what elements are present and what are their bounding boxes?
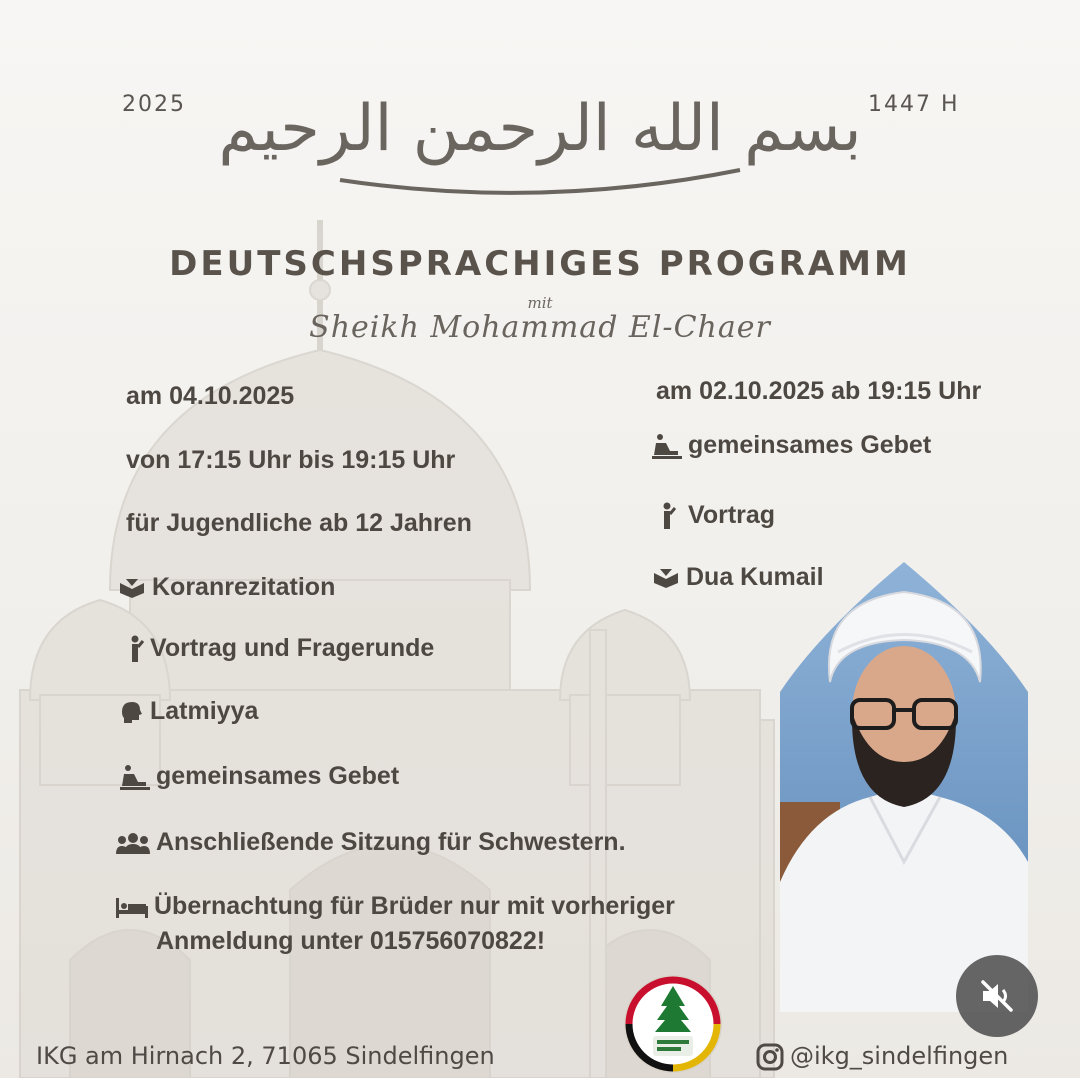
list-item-sitzung-schwestern bbox=[116, 828, 626, 857]
ikg-logo bbox=[623, 972, 723, 1076]
instagram-handle[interactable] bbox=[756, 1042, 1008, 1071]
list-item-label: Anschließende Sitzung für Schwestern. bbox=[156, 828, 626, 856]
list-item-koranrezitation bbox=[118, 573, 335, 602]
basmala-calligraphy bbox=[218, 40, 862, 210]
list-item-vortrag-fragerunde bbox=[126, 634, 434, 663]
list-item-label: Vortrag und Fragerunde bbox=[150, 634, 435, 662]
list-item-label: Koranrezitation bbox=[152, 573, 336, 601]
program-title: DEUTSCHSPRACHIGES PROGRAMM bbox=[169, 244, 911, 284]
event-left-time: von 17:15 Uhr bis 19:15 Uhr bbox=[126, 446, 456, 474]
mute-toggle-button[interactable] bbox=[956, 955, 1038, 1037]
bed-icon bbox=[116, 896, 148, 918]
svg-text:بسم الله الرحمن الرحيم: بسم الله الرحمن الرحيم bbox=[218, 92, 862, 166]
list-item-label: Latmiyya bbox=[150, 697, 259, 725]
connector-mit: mit bbox=[527, 294, 553, 312]
list-item-gemeinsames-gebet bbox=[120, 762, 399, 791]
quran-icon bbox=[118, 577, 146, 599]
gregorian-year: 2025 bbox=[122, 92, 186, 117]
list-item-label: Vortrag bbox=[688, 501, 776, 529]
list-item-label: Übernachtung für Brüder nur mit vorheriger bbox=[154, 892, 675, 920]
event-right-date-time: am 02.10.2025 ab 19:15 Uhr bbox=[656, 377, 982, 405]
list-item-uebernachtung bbox=[116, 892, 675, 921]
speaker-icon bbox=[126, 635, 144, 663]
event-left-audience: für Jugendliche ab 12 Jahren bbox=[126, 509, 472, 537]
speaker-photo bbox=[780, 562, 1028, 1012]
quran-icon bbox=[652, 567, 680, 589]
head-voice-icon bbox=[118, 700, 144, 724]
prayer-icon bbox=[652, 433, 682, 459]
hijri-year: 1447 H bbox=[868, 92, 960, 117]
list-item-label: gemeinsames Gebet bbox=[688, 431, 932, 459]
list-item-label: Dua Kumail bbox=[686, 563, 824, 591]
speaker-muted-icon bbox=[977, 976, 1017, 1016]
speaker-icon bbox=[658, 502, 676, 530]
instagram-icon bbox=[756, 1043, 784, 1071]
instagram-handle-label: @ikg_sindelfingen bbox=[790, 1042, 1009, 1070]
list-item-uebernachtung-line2: Anmeldung unter 015756070822! bbox=[156, 927, 546, 955]
list-item-latmiyya bbox=[118, 697, 258, 726]
group-icon bbox=[116, 832, 150, 854]
list-item-label: gemeinsames Gebet bbox=[156, 762, 400, 790]
prayer-icon bbox=[120, 764, 150, 790]
right-item-gemeinsames-gebet bbox=[652, 431, 931, 460]
event-left-date: am 04.10.2025 bbox=[126, 382, 295, 410]
footer-address: IKG am Hirnach 2, 71065 Sindelfingen bbox=[36, 1042, 495, 1070]
right-item-vortrag bbox=[658, 501, 775, 530]
speaker-name: Sheikh Mohammad El-Chaer bbox=[309, 310, 771, 345]
